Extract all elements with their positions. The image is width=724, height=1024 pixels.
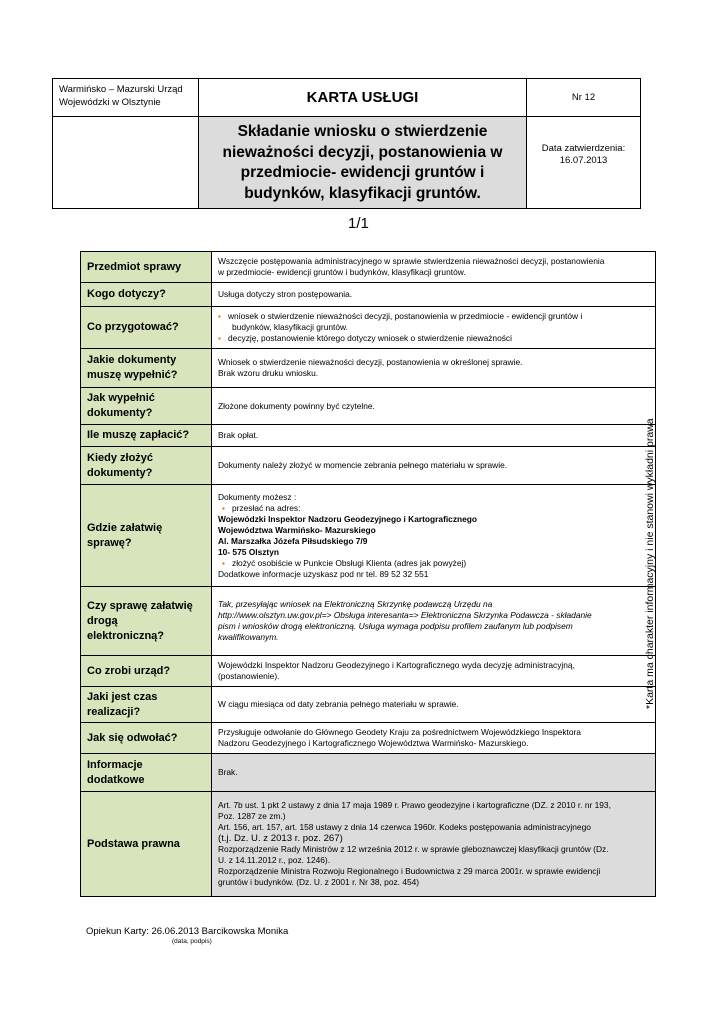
bullet-icon: ▪ (218, 334, 221, 343)
table-row (81, 754, 656, 792)
answer-line: Tak, przesyłając wniosek na Elektroniczną Skrzynkę podawczą Urzędu na (218, 599, 493, 609)
answer-line: decyzję, postanowienie którego dotyczy wniosek o stwierdzenie nieważności (228, 333, 512, 343)
answer-line: Art. 7b ust. 1 pkt 2 ustawy z dnia 17 maja 1989 r. Prawo geodezyjne i kartograficzne (DZ. z 2010 r. nr 193, (218, 800, 611, 810)
answer-line: gruntów i budynków. (Dz. U. z 2001 r. Nr 38, poz. 454) (218, 877, 420, 887)
answer-line: http://www.olsztyn.uw.gov.pl=> Obsługa interesanta=> Elektroniczna Skrzynka Podawcza - składanie (218, 610, 592, 620)
card-owner: Opiekun Karty: 26.06.2013 Barcikowska Monika (86, 926, 289, 937)
answer-line: Dodatkowe informacje uzyskasz pod nr tel. 89 52 32 551 (218, 568, 429, 579)
approval-date: 16.07.2013 (559, 155, 608, 166)
row-answer (212, 388, 656, 425)
answer-line: Wszczęcie postępowania administracyjnego w sprawie stwierdzenia nieważności decyzji, postanowienia (218, 256, 605, 266)
row-answer (212, 656, 656, 687)
row-answer (212, 587, 656, 656)
row-question: Kogo dotyczy? (81, 283, 212, 307)
answer-line: w przedmiocie- ewidencji gruntów i budynków, klasyfikacji gruntów. (218, 267, 466, 277)
question-line: dodatkowe (87, 773, 145, 786)
office-name (53, 79, 199, 117)
answer-line: Poz. 1287 ze zm.) (218, 811, 286, 821)
answer-line: Dokumenty możesz : (218, 491, 297, 502)
question-line: Jaki jest czas (87, 690, 158, 703)
answer-line: Usługa dotyczy stron postępowania. (218, 289, 353, 299)
approval-date-cell (527, 117, 640, 208)
answer-line: pism i wniosków drogą elektroniczną. Usługa wymaga podpisu profilem zaufanym lub podpisem (218, 621, 573, 631)
question-line: elektroniczną? (87, 629, 165, 642)
answer-line: złożyć osobiście w Punkcie Obsługi Klienta (adres jak powyżej) (232, 557, 467, 568)
answer-line: U. z 14.11.2012 r., poz. 1246). (218, 855, 331, 865)
table-row (81, 687, 656, 723)
question-line: realizacji? (87, 705, 141, 718)
answer-line: Rozporządzenie Rady Ministrów z 12 września 2012 r. w sprawie gleboznawczej klasyfikacji gruntów (Dz. (218, 844, 609, 854)
signature-note: (data, podpis) (172, 938, 212, 945)
address-line: 10- 575 Olsztyn (218, 546, 279, 557)
row-question (81, 687, 212, 723)
row-question: Podstawa prawna (81, 792, 212, 897)
card-number: Nr 12 (527, 79, 640, 117)
answer-line: Nadzoru Geodezyjnego i Kartograficznego Województwa Warmińsko- Mazurskiego. (218, 738, 529, 748)
subject-line: nieważności decyzji, postanowienia w (222, 143, 503, 161)
page-number: 1/1 (348, 215, 369, 232)
answer-line: Brak. (218, 767, 238, 777)
answer-line: kwalifikowanym. (218, 632, 279, 642)
row-answer (212, 792, 656, 897)
answer-line: wniosek o stwierdzenie nieważności decyzji, postanowienia w przedmiocie - ewidencji gruntów i (228, 311, 583, 321)
address-line: Wojewódzki Inspektor Nadzoru Geodezyjnego i Kartograficznego (218, 513, 478, 524)
office-name-line1: Warmińsko – Mazurski Urząd (59, 84, 183, 95)
question-line: Kiedy złożyć (87, 451, 154, 464)
row-answer (212, 485, 656, 587)
table-row (81, 485, 656, 587)
table-row (81, 307, 656, 349)
answer-line: Brak wzoru druku wniosku. (218, 368, 319, 378)
answer-line: Rozporządzenie Ministra Rozwoju Regionalnego i Budownictwa z 29 marca 2001r. w sprawie ewidencji (218, 866, 601, 876)
answer-line: Brak opłat. (218, 430, 259, 440)
row-answer (212, 425, 656, 447)
answer-line: (t.j. Dz. U. z 2013 r. poz. 267) (218, 833, 343, 844)
answer-line: Złożone dokumenty powinny być czytelne. (218, 400, 375, 411)
answer-line: W ciągu miesiąca od daty zebrania pełnego materiału w sprawie. (218, 699, 459, 709)
row-question (81, 587, 212, 656)
row-answer (212, 723, 656, 754)
row-question: Co przygotować? (81, 307, 212, 349)
table-row (81, 388, 656, 425)
header-table (52, 78, 641, 209)
question-line: Jak wypełnić (87, 392, 155, 404)
row-question (81, 388, 212, 425)
row-question: Ile muszę zapłacić? (81, 425, 212, 447)
answer-line: Dokumenty należy złożyć w momencie zebrania pełnego materiału w sprawie. (218, 460, 508, 470)
address-line: Al. Marszałka Józefa Piłsudskiego 7/9 (218, 535, 368, 546)
disclaimer-text: *Karta ma charakter informacyjny i nie stanowi wykładni prawa (644, 418, 656, 709)
row-answer (212, 252, 656, 283)
answer-line: budynków, klasyfikacji gruntów. (232, 322, 348, 332)
header-empty-cell (53, 117, 199, 208)
answer-line: Wojewódzki Inspektor Nadzoru Geodezyjnego i Kartograficznego wyda decyzję administracyjną, (218, 660, 575, 670)
approval-label: Data zatwierdzenia: (541, 143, 626, 154)
table-row (81, 447, 656, 485)
service-card-table (80, 251, 656, 897)
question-line: dokumenty? (87, 407, 153, 419)
row-question (81, 447, 212, 485)
answer-line: (postanowienie). (218, 671, 280, 681)
answer-line: Przysługuje odwołanie do Głównego Geodety Kraju za pośrednictwem Wojewódzkiego Inspektora (218, 727, 581, 737)
question-line: sprawę? (87, 536, 132, 549)
card-title: KARTA USŁUGI (199, 79, 527, 117)
subject-line: budynków, klasyfikacji gruntów. (244, 184, 481, 202)
row-question: Jak się odwołać? (81, 723, 212, 754)
table-row (81, 792, 656, 897)
address-line: Województwa Warmińsko- Mazurskiego (218, 524, 376, 535)
answer-line: przesłać na adres: (232, 502, 301, 513)
question-line: muszę wypełnić? (87, 369, 178, 381)
row-answer (212, 283, 656, 307)
question-line: Czy sprawę załatwię (87, 599, 193, 612)
row-question: Co zrobi urząd? (81, 656, 212, 687)
row-answer (212, 687, 656, 723)
subject-line: Składanie wniosku o stwierdzenie (237, 123, 488, 140)
table-row (81, 656, 656, 687)
table-row (81, 723, 656, 754)
table-row (81, 425, 656, 447)
question-line: drogą (87, 614, 118, 627)
table-row (81, 283, 656, 307)
bullet-icon: ▪ (222, 558, 225, 568)
bullet-icon: ▪ (222, 503, 225, 513)
row-question (81, 349, 212, 388)
answer-line: Wniosek o stwierdzenie nieważności decyzji, postanowienia w określonej sprawie. (218, 357, 523, 367)
answer-line: Art. 156, art. 157, art. 158 ustawy z dnia 14 czerwca 1960r. Kodeks postępowania administracyjnego (218, 822, 591, 832)
table-row (81, 349, 656, 388)
row-question: Przedmiot sprawy (81, 252, 212, 283)
question-line: Jakie dokumenty (87, 354, 177, 366)
table-row (81, 587, 656, 656)
service-subject (199, 117, 527, 208)
question-line: Gdzie załatwię (87, 521, 163, 534)
question-line: Informacje (87, 758, 143, 771)
row-answer (212, 447, 656, 485)
row-question (81, 754, 212, 792)
subject-line: przedmiocie- ewidencji gruntów i (240, 164, 485, 181)
row-question (81, 485, 212, 587)
question-line: dokumenty? (87, 466, 153, 479)
row-answer (212, 307, 656, 349)
table-row (81, 252, 656, 283)
row-answer (212, 349, 656, 388)
row-answer (212, 754, 656, 792)
office-name-line2: Wojewódzki w Olsztynie (59, 97, 161, 108)
bullet-icon: ▪ (218, 312, 221, 321)
